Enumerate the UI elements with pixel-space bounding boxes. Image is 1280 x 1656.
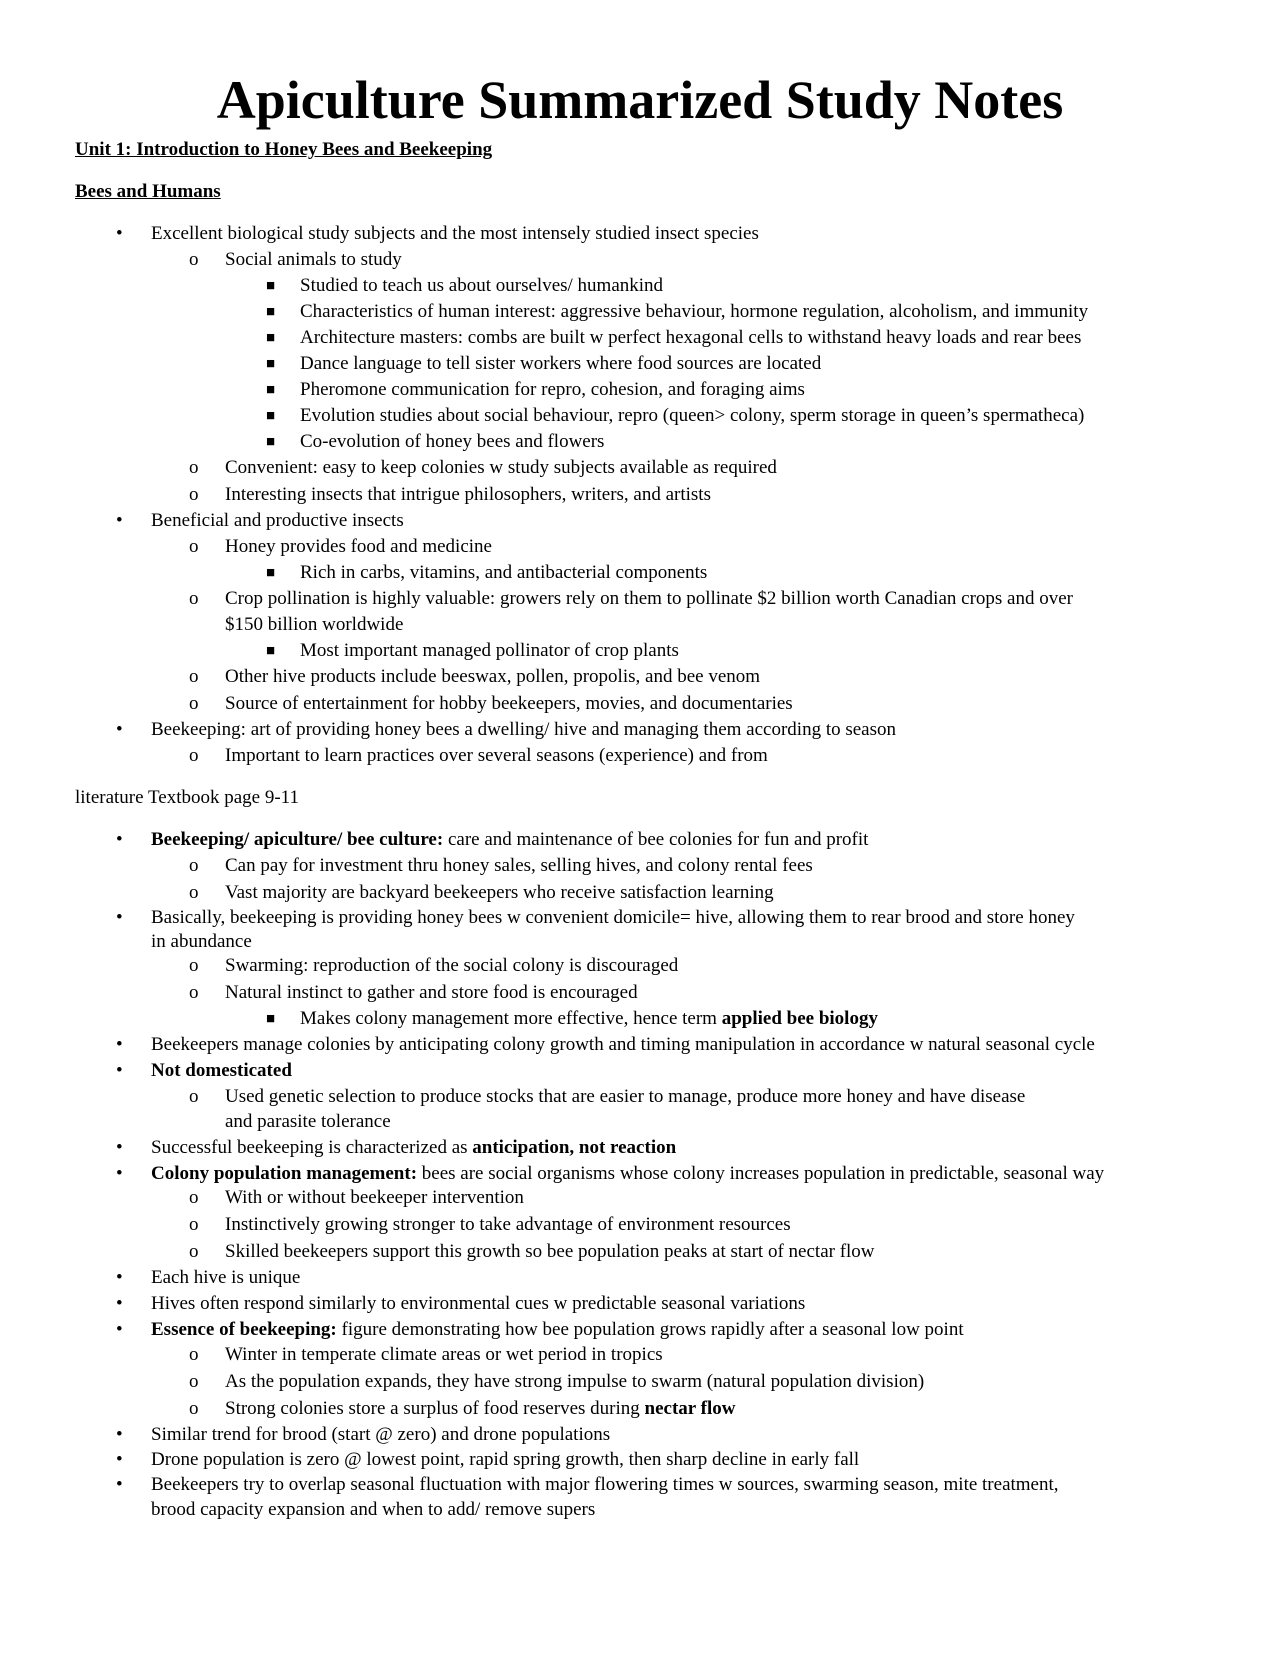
bullet-marker: o [189, 249, 199, 270]
bullet-marker: • [116, 1163, 123, 1184]
list-item-text: Most important managed pollinator of crop plants [300, 640, 679, 661]
list-item [266, 1006, 878, 1032]
list-item [189, 1396, 736, 1422]
list-item-text: Social animals to study [225, 249, 402, 270]
bullet-marker: • [116, 1474, 123, 1495]
list-item-text: Vast majority are backyard beekeepers who receive satisfaction learning [225, 882, 774, 903]
bullet-marker: o [189, 536, 199, 557]
list-item [189, 534, 492, 560]
bullet-marker: ■ [266, 304, 276, 320]
list-item-continuation: $150 billion worldwide [225, 614, 404, 635]
list-item [116, 1291, 806, 1317]
list-item [116, 1135, 677, 1161]
list-item [189, 1212, 791, 1238]
list-item [266, 638, 679, 664]
list-item [116, 1058, 292, 1084]
term-bold: Beekeeping/ apiculture/ bee culture: [151, 829, 444, 850]
list-item [189, 853, 813, 879]
list-item [116, 1472, 1059, 1498]
bullet-marker: o [189, 484, 199, 505]
bullet-marker: o [189, 457, 199, 478]
term-bold: Colony population management: [151, 1163, 418, 1184]
unit-heading: Unit 1: Introduction to Honey Bees and Beekeeping [75, 139, 493, 160]
list-item [189, 980, 638, 1006]
term-bold: anticipation, not reaction [472, 1137, 677, 1158]
bullet-marker: • [116, 223, 123, 244]
list-item-text: Honey provides food and medicine [225, 536, 492, 557]
bullet-marker: • [116, 1060, 123, 1081]
bullet-marker: o [189, 982, 199, 1003]
list-item-text: Pheromone communication for repro, cohesion, and foraging aims [300, 379, 805, 400]
list-item-text: Makes colony management more effective, hence term [300, 1008, 722, 1029]
list-item-text: Hives often respond similarly to environmental cues w predictable seasonal variations [151, 1293, 806, 1314]
list-item [189, 482, 711, 508]
list-item [189, 247, 402, 273]
list-item [266, 377, 805, 403]
list-item-text: Strong colonies store a surplus of food reserves during [225, 1398, 645, 1419]
bullet-marker: o [189, 1241, 199, 1262]
list-item [116, 827, 869, 853]
list-item-text: With or without beekeeper intervention [225, 1187, 524, 1208]
list-item-text: Skilled beekeepers support this growth so bee population peaks at start of nectar flow [225, 1241, 875, 1262]
bullet-marker: o [189, 1086, 199, 1107]
bullet-marker: o [189, 1187, 199, 1208]
list-item-text: Natural instinct to gather and store food is encouraged [225, 982, 638, 1003]
list-item-text: bees are social organisms whose colony increases population in predictable, seasonal way [417, 1163, 1105, 1184]
bullet-marker: o [189, 855, 199, 876]
list-item [116, 1032, 1095, 1058]
list-item-text: Crop pollination is highly valuable: growers rely on them to pollinate $2 billion worth Canadian crops and over [225, 588, 1073, 609]
list-item-text: Co-evolution of honey bees and flowers [300, 431, 605, 452]
bullet-marker: o [189, 1398, 199, 1419]
bullet-marker: • [116, 1034, 123, 1055]
list-item-text: Beneficial and productive insects [151, 510, 404, 531]
term-bold: Essence of beekeeping: [151, 1319, 337, 1340]
list-item-text: Important to learn practices over several seasons (experience) and from [225, 745, 768, 766]
bullet-marker: o [189, 693, 199, 714]
list-item-text: Basically, beekeeping is providing honey bees w convenient domicile= hive, allowing them to rear brood and store honey [151, 907, 1075, 928]
list-item [189, 1239, 875, 1265]
list-item-text: Characteristics of human interest: aggressive behaviour, hormone regulation, alcoholism, and immunity [300, 301, 1089, 322]
list-item [266, 325, 1082, 351]
bullet-marker: • [116, 1267, 123, 1288]
list-item [189, 455, 777, 481]
list-item [266, 299, 1089, 325]
list-item [189, 743, 768, 769]
page-title: Apiculture Summarized Study Notes [216, 70, 1064, 130]
bullet-marker: • [116, 1137, 123, 1158]
bullet-marker: ■ [266, 434, 276, 450]
list-item-text: care and maintenance of bee colonies for fun and profit [443, 829, 869, 850]
textbook-reference: literature Textbook page 9-11 [75, 787, 299, 808]
list-item-text: Winter in temperate climate areas or wet period in tropics [225, 1344, 663, 1365]
list-item [116, 1422, 611, 1448]
list-item [189, 1342, 663, 1368]
list-item-continuation: and parasite tolerance [225, 1111, 391, 1132]
bullet-marker: ■ [266, 382, 276, 398]
bullet-marker: o [189, 745, 199, 766]
list-item-text: Instinctively growing stronger to take advantage of environment resources [225, 1214, 791, 1235]
list-item [116, 1265, 301, 1291]
list-item-text: Each hive is unique [151, 1267, 301, 1288]
bullet-marker: • [116, 1319, 123, 1340]
bullet-marker: o [189, 955, 199, 976]
bullet-marker: • [116, 829, 123, 850]
bullet-marker: • [116, 1424, 123, 1445]
list-item-text: Studied to teach us about ourselves/ humankind [300, 275, 664, 296]
list-item [266, 560, 708, 586]
list-item-text: Can pay for investment thru honey sales, selling hives, and colony rental fees [225, 855, 813, 876]
list-item [189, 1185, 524, 1211]
list-item-text: As the population expands, they have strong impulse to swarm (natural population division) [225, 1371, 925, 1392]
bullet-marker: • [116, 1293, 123, 1314]
list-item-text: Evolution studies about social behaviour, repro (queen> colony, sperm storage in queen’s spermatheca) [300, 405, 1085, 426]
list-item [189, 953, 679, 979]
list-item-text: Drone population is zero @ lowest point, rapid spring growth, then sharp decline in early fall [151, 1449, 860, 1470]
list-item [266, 429, 605, 455]
list-item [116, 905, 1075, 931]
list-item [116, 1161, 1105, 1187]
bullet-marker: o [189, 1371, 199, 1392]
list-item [116, 717, 897, 743]
list-item [266, 351, 822, 377]
list-item-text: Similar trend for brood (start @ zero) and drone populations [151, 1424, 611, 1445]
list-item-text: Used genetic selection to produce stocks that are easier to manage, produce more honey and have disease [225, 1086, 1026, 1107]
bullet-marker: ■ [266, 1011, 276, 1027]
bullet-marker: o [189, 1344, 199, 1365]
list-item [266, 403, 1085, 429]
list-item-text: Rich in carbs, vitamins, and antibacterial components [300, 562, 708, 583]
list-item-text: Source of entertainment for hobby beekeepers, movies, and documentaries [225, 693, 793, 714]
bullet-marker: • [116, 1449, 123, 1470]
section-heading: Bees and Humans [75, 181, 221, 202]
bullet-marker: ■ [266, 330, 276, 346]
list-item [189, 664, 761, 690]
list-item-text: Convenient: easy to keep colonies w study subjects available as required [225, 457, 777, 478]
bullet-marker: ■ [266, 278, 276, 294]
bullet-marker: • [116, 719, 123, 740]
bullet-marker: o [189, 1214, 199, 1235]
list-item [116, 508, 404, 534]
list-item [116, 221, 759, 247]
list-item [189, 691, 793, 717]
list-item-text: Beekeeping: art of providing honey bees a dwelling/ hive and managing them according to season [151, 719, 897, 740]
term-bold: applied bee biology [721, 1008, 878, 1029]
list-item [189, 586, 1073, 612]
list-item-text: figure demonstrating how bee population grows rapidly after a seasonal low point [336, 1319, 964, 1340]
term-bold: nectar flow [644, 1398, 736, 1419]
list-item [266, 273, 664, 299]
list-item-continuation: in abundance [151, 931, 252, 952]
list-item-text: Excellent biological study subjects and the most intensely studied insect species [151, 223, 759, 244]
list-item [189, 880, 774, 906]
bullet-marker: o [189, 588, 199, 609]
list-item-text: Successful beekeeping is characterized as [151, 1137, 473, 1158]
bullet-marker: ■ [266, 408, 276, 424]
list-item-text: Interesting insects that intrigue philosophers, writers, and artists [225, 484, 711, 505]
list-item [116, 1317, 964, 1343]
bullet-marker: ■ [266, 643, 276, 659]
list-item-text: Dance language to tell sister workers where food sources are located [300, 353, 822, 374]
list-item-continuation: brood capacity expansion and when to add/ remove supers [151, 1499, 596, 1520]
list-item-text: Beekeepers manage colonies by anticipating colony growth and timing manipulation in accordance w natural seasonal cycle [151, 1034, 1095, 1055]
bullet-marker: ■ [266, 356, 276, 372]
list-item-text: Beekeepers try to overlap seasonal fluctuation with major flowering times w sources, swarming season, mite treatment, [151, 1474, 1059, 1495]
bullet-marker: o [189, 666, 199, 687]
bullet-marker: ■ [266, 565, 276, 581]
list-item [189, 1369, 925, 1395]
list-item [116, 1447, 860, 1473]
bullet-marker: o [189, 882, 199, 903]
list-item [189, 1084, 1026, 1110]
term-bold: Not domesticated [151, 1060, 292, 1081]
bullet-marker: • [116, 907, 123, 928]
list-item-text: Architecture masters: combs are built w perfect hexagonal cells to withstand heavy loads and rear bees [300, 327, 1082, 348]
list-item-text: Other hive products include beeswax, pollen, propolis, and bee venom [225, 666, 761, 687]
list-item-text: Swarming: reproduction of the social colony is discouraged [225, 955, 679, 976]
bullet-marker: • [116, 510, 123, 531]
